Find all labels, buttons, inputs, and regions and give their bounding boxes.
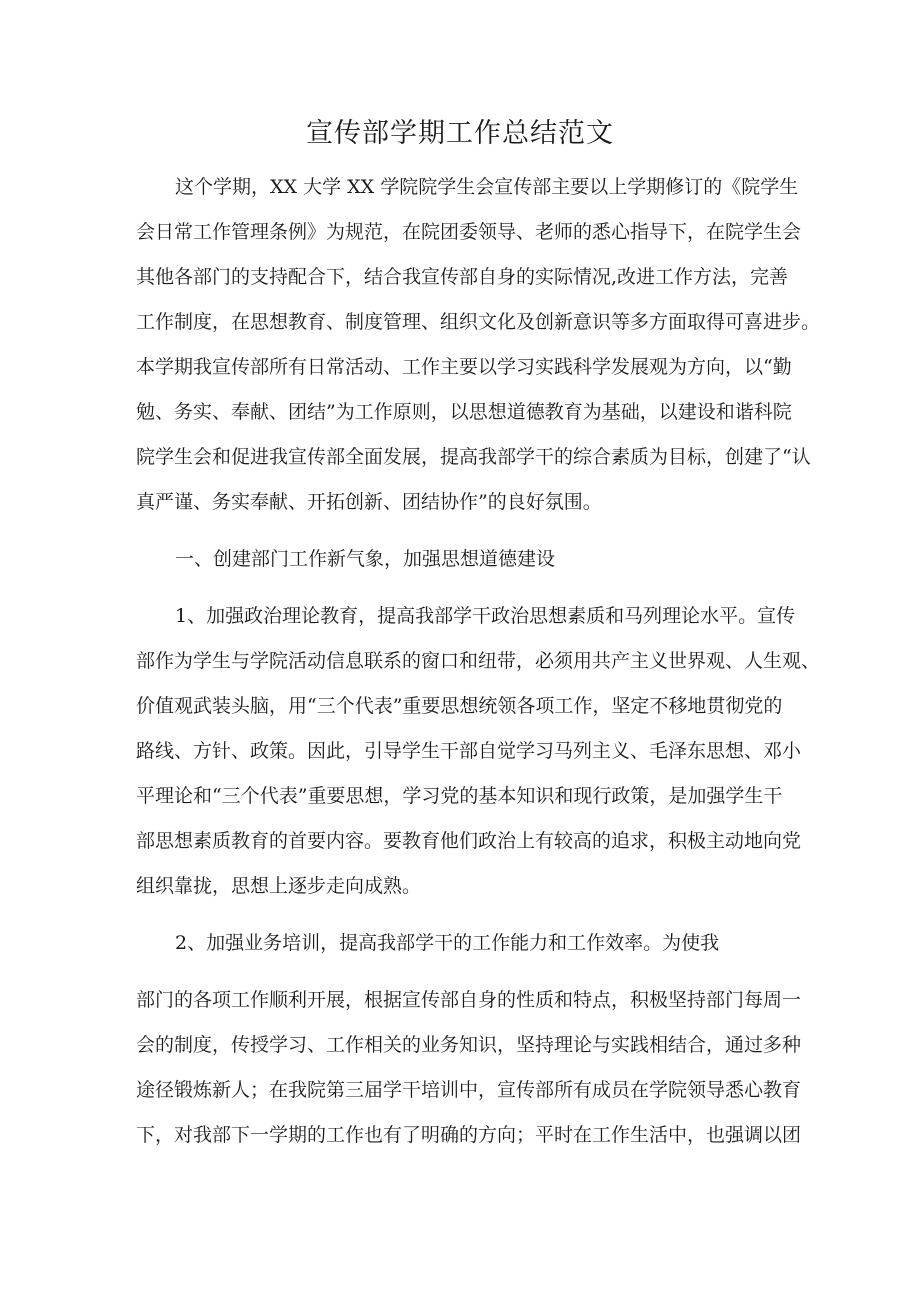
intro-line-5: 本学期我宣传部所有日常活动、工作主要以学习实践科学发展观为方向，以“勤 xyxy=(136,356,792,378)
item-2-line-2: 部门的各项工作顺利开展，根据宣传部自身的性质和特点，积极坚持部门每周一 xyxy=(136,989,802,1011)
intro-line-4: 工作制度，在思想教育、制度管理、组织文化及创新意识等多方面取得可喜进步。 xyxy=(136,311,821,333)
item-2-line-1: 2、加强业务培训，提高我部学干的工作能力和工作效率。为使我 xyxy=(175,932,720,954)
intro-line-8: 真严谨、务实奉献、开拓创新、团结协作”的良好氛围。 xyxy=(136,491,602,513)
item-1-line-2: 部作为学生与学院活动信息联系的窗口和纽带，必须用共产主义世界观、人生观、 xyxy=(136,650,821,672)
item-2-line-4: 途径锻炼新人；在我院第三届学干培训中，宣传部所有成员在学院领导悉心教育 xyxy=(136,1079,802,1101)
intro-line-7: 院学生会和促进我宣传部全面发展，提高我部学干的综合素质为目标，创建了“认 xyxy=(136,446,811,468)
item-1-line-1: 1、加强政治理论教育，提高我部学干政治思想素质和马列理论水平。宣传 xyxy=(175,605,796,627)
item-2-line-5: 下，对我部下一学期的工作也有了明确的方向；平时在工作生活中，也强调以团 xyxy=(136,1124,802,1146)
item-2-line-3: 会的制度，传授学习、工作相关的业务知识，坚持理论与实践相结合，通过多种 xyxy=(136,1034,802,1056)
intro-line-2: 会日常工作管理条例》为规范，在院团委领导、老师的悉心指导下，在院学生会 xyxy=(136,221,802,243)
item-1-line-4: 路线、方针、政策。因此，引导学生干部自觉学习马列主义、毛泽东思想、邓小 xyxy=(136,740,802,762)
document-title: 宣传部学期工作总结范文 xyxy=(306,118,614,149)
intro-line-6: 勉、务实、奉献、团结”为工作原则，以思想道德教育为基础，以建设和谐科院 xyxy=(136,401,792,423)
intro-line-3: 其他各部门的支持配合下，结合我宣传部自身的实际情况,改进工作方法，完善 xyxy=(136,266,789,288)
item-1-line-6: 部思想素质教育的首要内容。要教育他们政治上有较高的追求，积极主动地向党 xyxy=(136,830,802,852)
intro-line-1: 这个学期，XX 大学 XX 学院院学生会宣传部主要以上学期修订的《院学生 xyxy=(175,176,799,198)
item-1-line-3: 价值观武装头脑，用“三个代表”重要思想统领各项工作，坚定不移地贯彻党的 xyxy=(136,695,783,717)
item-1-line-5: 平理论和“三个代表”重要思想，学习党的基本知识和现行政策，是加强学生干 xyxy=(136,785,783,807)
item-1-line-7: 组织靠拢，思想上逐步走向成熟。 xyxy=(136,875,422,897)
section-1-heading: 一、创建部门工作新气象，加强思想道德建设 xyxy=(175,548,556,570)
